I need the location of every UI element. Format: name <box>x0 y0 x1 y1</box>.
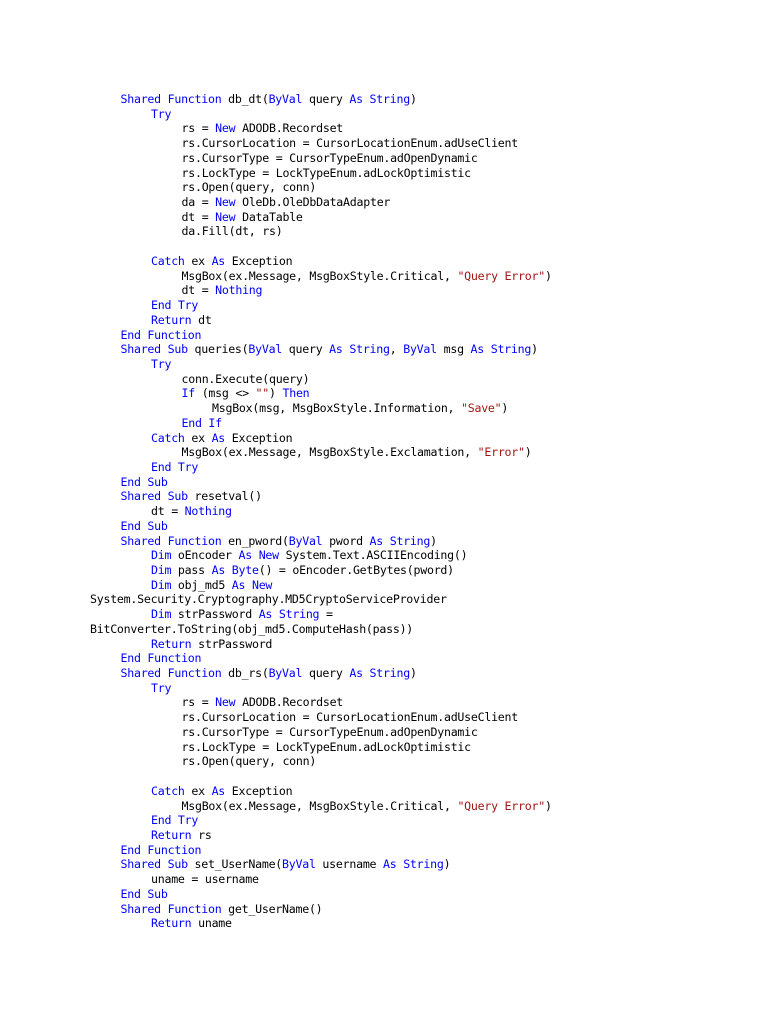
keyword-token: As String <box>349 92 410 106</box>
code-line <box>90 460 760 475</box>
keyword-token: As String <box>470 342 532 357</box>
code-text-token: OleDb.OleDbDataAdapter <box>235 195 391 210</box>
code-text-token: ) <box>544 268 552 283</box>
code-text-token: Exception <box>225 783 293 798</box>
code-text-token: query <box>302 666 350 681</box>
code-text-token: strPassword <box>171 607 259 622</box>
code-text-token: conn.Execute(query) <box>181 371 310 386</box>
string-literal-token: "" <box>255 386 270 401</box>
keyword-token: End If <box>181 415 222 430</box>
code-text-token: dt <box>191 312 212 327</box>
keyword-token: Shared Function <box>120 92 222 106</box>
code-line <box>90 754 760 769</box>
code-text-token: rs.Open(query, conn) <box>181 180 317 195</box>
code-text-token: da.Fill(dt, rs) <box>181 224 283 239</box>
code-line <box>90 107 760 122</box>
code-line <box>90 813 760 828</box>
code-line <box>90 607 760 622</box>
code-text-token: ) <box>269 386 283 401</box>
code-text-token: = <box>319 607 333 622</box>
code-text-token: db_dt( <box>221 92 269 106</box>
code-text-token: obj_md5 <box>171 577 232 592</box>
code-text-token: System.Text.ASCIIEncoding() <box>278 548 468 563</box>
code-line <box>90 489 760 504</box>
code-text-token: ADODB.Recordset <box>235 121 344 136</box>
code-text-token: BitConverter.ToString(obj_md5.ComputeHash(pass)) <box>90 621 414 636</box>
code-text-token: dt = <box>181 209 216 224</box>
code-line <box>90 828 760 843</box>
code-text-token: MsgBox(msg, MsgBoxStyle.Information, <box>212 401 462 416</box>
code-line <box>90 622 760 637</box>
code-text-token: pass <box>171 563 212 577</box>
keyword-token: If <box>181 386 195 401</box>
code-line <box>90 328 760 343</box>
keyword-token: Shared Sub <box>120 342 188 357</box>
code-text-token: ) <box>409 92 417 106</box>
code-text-token: DataTable <box>235 209 303 224</box>
code-text-token: rs <box>191 827 212 842</box>
code-text-token: rs.CursorType = CursorTypeEnum.adOpenDynamic <box>181 724 478 739</box>
code-text-token: ex <box>184 783 212 798</box>
code-text-token: ex <box>184 430 212 445</box>
keyword-token: End Try <box>151 298 199 313</box>
keyword-token: Catch <box>151 253 185 268</box>
keyword-token: End Function <box>120 327 202 342</box>
code-text-token: Exception <box>225 430 293 445</box>
keyword-token: Return <box>151 916 192 931</box>
keyword-token: Dim <box>151 577 172 592</box>
keyword-token: New <box>215 195 236 210</box>
keyword-token: ByVal <box>403 342 437 357</box>
keyword-token: End Sub <box>120 886 168 901</box>
keyword-token: Then <box>282 386 310 401</box>
code-line <box>90 872 760 887</box>
keyword-token: Dim <box>151 548 172 563</box>
keyword-token: End Try <box>151 459 199 474</box>
keyword-token: End Sub <box>120 518 168 533</box>
keyword-token: Dim <box>151 607 172 622</box>
code-line <box>90 254 760 269</box>
string-literal-token: "Save" <box>461 401 502 416</box>
keyword-token: As String <box>329 342 390 357</box>
keyword-token: Shared Sub <box>120 489 188 504</box>
code-line <box>90 372 760 387</box>
keyword-token: ByVal <box>268 92 303 106</box>
keyword-token: As String <box>369 533 431 548</box>
string-literal-token: "Error" <box>477 445 525 460</box>
code-line <box>90 166 760 181</box>
code-text-token: query <box>302 92 350 106</box>
code-text-token: uname = username <box>151 872 259 887</box>
keyword-token: End Function <box>120 651 202 666</box>
code-line <box>90 681 760 696</box>
keyword-token: Shared Function <box>120 533 222 548</box>
code-text-token: uname <box>191 916 232 931</box>
code-line <box>90 548 760 563</box>
code-text-token: query <box>282 342 330 357</box>
code-line <box>90 725 760 740</box>
code-line <box>90 151 760 166</box>
code-text-token: da = <box>181 195 216 210</box>
code-text-token: ADODB.Recordset <box>235 695 344 710</box>
code-line <box>90 224 760 239</box>
code-line <box>90 799 760 814</box>
code-line <box>90 121 760 136</box>
keyword-token: New <box>215 121 236 136</box>
keyword-token: ByVal <box>248 342 283 357</box>
code-text-token: set_UserName( <box>187 857 283 872</box>
keyword-token: End Sub <box>120 474 168 489</box>
code-text-token: rs.CursorLocation = CursorLocationEnum.adUseClient <box>181 136 519 151</box>
code-line <box>90 740 760 755</box>
keyword-token: ByVal <box>288 533 323 548</box>
code-text-token: strPassword <box>191 636 273 651</box>
code-text-token: MsgBox(ex.Message, MsgBoxStyle.Critical, <box>181 798 458 813</box>
code-line <box>90 784 760 799</box>
code-line <box>90 195 760 210</box>
keyword-token: Dim <box>151 563 172 577</box>
code-text-token: System.Security.Cryptography.MD5CryptoServiceProvider <box>90 592 447 607</box>
keyword-token: Nothing <box>215 283 263 298</box>
code-line <box>90 298 760 313</box>
code-line <box>90 534 760 549</box>
code-line <box>90 357 760 372</box>
code-line <box>90 386 760 401</box>
code-line <box>90 578 760 593</box>
code-text-token: Exception <box>225 253 293 268</box>
code-listing <box>90 92 760 931</box>
code-text-token: () = oEncoder.GetBytes(pword) <box>258 563 454 577</box>
keyword-token: End Function <box>120 842 202 857</box>
code-line <box>90 92 760 107</box>
code-text-token: ) <box>524 445 532 460</box>
keyword-token: Catch <box>151 430 185 445</box>
code-line <box>90 180 760 195</box>
keyword-token: As String <box>258 607 320 622</box>
keyword-token: Try <box>151 356 172 371</box>
code-line <box>90 313 760 328</box>
keyword-token: As New <box>238 548 279 563</box>
code-line <box>90 695 760 710</box>
code-text-token: ex <box>184 253 212 268</box>
code-line <box>90 401 760 416</box>
code-text-token: en_pword( <box>221 533 289 548</box>
keyword-token: Nothing <box>184 504 232 519</box>
code-line <box>90 342 760 357</box>
code-text-token: , <box>389 342 404 357</box>
keyword-token: ByVal <box>282 857 316 872</box>
code-text-token: resetval() <box>187 489 262 504</box>
code-line <box>90 431 760 446</box>
code-text-token: ) <box>409 666 417 681</box>
code-line <box>90 916 760 931</box>
keyword-token: As Byte <box>211 563 259 577</box>
keyword-token: Return <box>151 636 192 651</box>
code-text-token: username <box>315 857 384 872</box>
blank-line <box>90 239 760 254</box>
code-text-token: MsgBox(ex.Message, MsgBoxStyle.Critical, <box>181 268 458 283</box>
code-text-token: MsgBox(ex.Message, MsgBoxStyle.Exclamation, <box>181 445 478 460</box>
code-text-token: ) <box>430 533 437 548</box>
code-text-token: ) <box>501 401 509 416</box>
code-line <box>90 651 760 666</box>
code-text-token: oEncoder <box>171 548 239 563</box>
code-text-token: pword <box>322 533 370 548</box>
code-line <box>90 887 760 902</box>
code-line <box>90 666 760 681</box>
code-text-token: rs.LockType = LockTypeEnum.adLockOptimistic <box>181 739 471 754</box>
code-line <box>90 210 760 225</box>
code-text-token: rs.CursorType = CursorTypeEnum.adOpenDynamic <box>181 150 478 165</box>
keyword-token: End Try <box>151 813 199 828</box>
code-text-token: (msg <> <box>194 386 256 401</box>
code-text-token: ) <box>531 342 538 357</box>
code-text-token: rs = <box>181 121 216 136</box>
keyword-token: As <box>211 430 226 445</box>
code-text-token: rs.CursorLocation = CursorLocationEnum.adUseClient <box>181 710 519 725</box>
string-literal-token: "Query Error" <box>457 268 545 283</box>
code-line <box>90 563 760 578</box>
keyword-token: Return <box>151 827 192 842</box>
code-text-token: dt = <box>151 504 185 519</box>
string-literal-token: "Query Error" <box>457 798 545 813</box>
code-line <box>90 475 760 490</box>
code-text-token: rs.Open(query, conn) <box>181 754 317 769</box>
keyword-token: ByVal <box>268 666 303 681</box>
keyword-token: As New <box>231 577 273 592</box>
code-line <box>90 843 760 858</box>
code-line <box>90 902 760 917</box>
keyword-token: New <box>215 209 236 224</box>
code-text-token: ) <box>544 798 552 813</box>
code-line <box>90 283 760 298</box>
keyword-token: Try <box>151 680 172 695</box>
code-text-token: msg <box>436 342 471 357</box>
keyword-token: As <box>211 783 226 798</box>
code-line <box>90 710 760 725</box>
blank-line <box>90 769 760 784</box>
code-line <box>90 519 760 534</box>
code-text-token: rs.LockType = LockTypeEnum.adLockOptimistic <box>181 165 471 180</box>
code-text-token: get_UserName() <box>221 901 323 916</box>
code-line <box>90 269 760 284</box>
keyword-token: Return <box>151 312 192 327</box>
code-line <box>90 857 760 872</box>
code-line <box>90 445 760 460</box>
code-text-token: queries( <box>187 342 249 357</box>
keyword-token: Shared Function <box>120 666 222 681</box>
code-text-token: dt = <box>181 283 216 298</box>
code-text-token: rs = <box>181 695 216 710</box>
keyword-token: Catch <box>151 783 185 798</box>
code-line <box>90 504 760 519</box>
keyword-token: New <box>215 695 236 710</box>
keyword-token: As <box>211 253 226 268</box>
keyword-token: Shared Function <box>120 901 222 916</box>
code-line <box>90 592 760 607</box>
keyword-token: As String <box>349 666 410 681</box>
code-text-token: ) <box>443 857 451 872</box>
keyword-token: As String <box>383 857 444 872</box>
code-line <box>90 416 760 431</box>
code-line <box>90 136 760 151</box>
keyword-token: Shared Sub <box>120 857 188 872</box>
keyword-token: Try <box>151 106 172 121</box>
code-text-token: db_rs( <box>221 666 269 681</box>
code-line <box>90 637 760 652</box>
